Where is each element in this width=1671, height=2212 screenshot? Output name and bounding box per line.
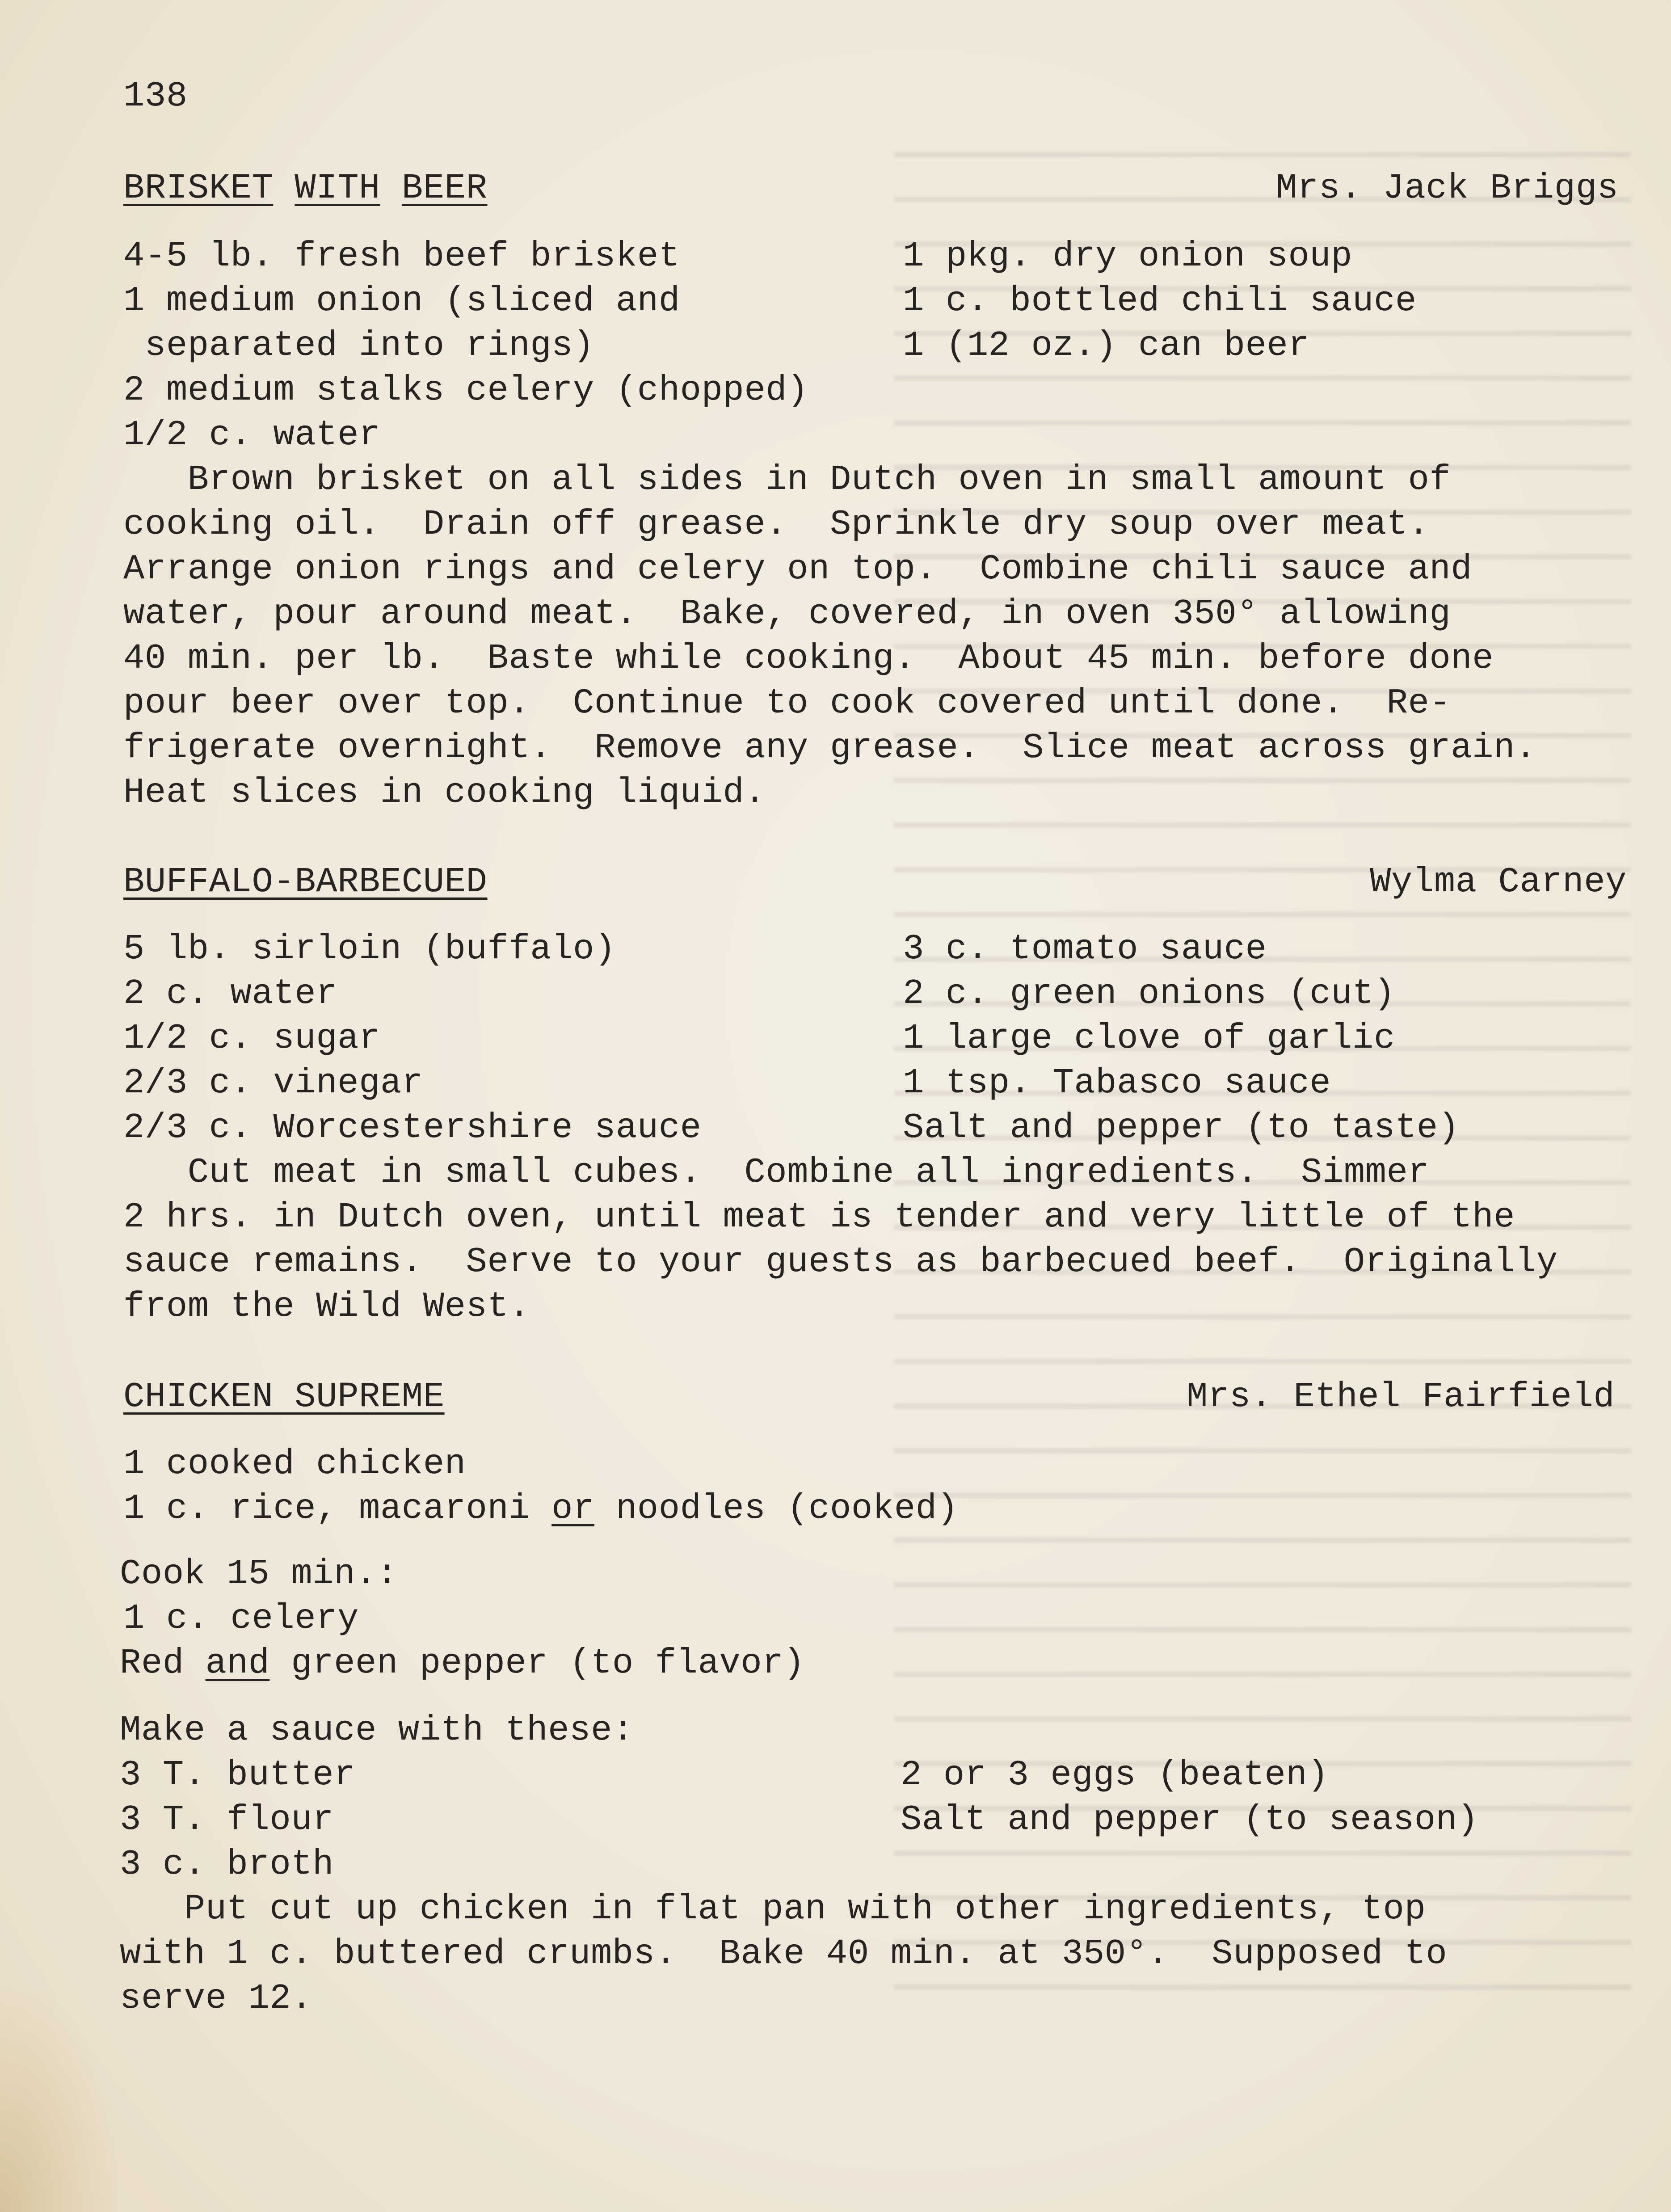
ingredient-line: 2/3 c. Worcestershire sauce: [123, 1108, 702, 1148]
ingredient-line: 2 medium stalks celery (chopped): [123, 370, 809, 410]
ingredient-line: 5 lb. sirloin (buffalo): [123, 929, 616, 969]
direction-line: 2 hrs. in Dutch oven, until meat is tender and very little of the: [123, 1197, 1515, 1237]
ingredient-line: 4-5 lb. fresh beef brisket: [123, 236, 680, 276]
title-text: BUFFALO-BARBECUED: [123, 862, 488, 902]
direction-line: frigerate overnight. Remove any grease. Slice meat across grain.: [123, 728, 1536, 768]
ingredient-line: 3 T. flour: [120, 1799, 334, 1840]
direction-line: sauce remains. Serve to your guests as barbecued beef. Originally: [123, 1242, 1558, 1282]
ingredient-line: 3 T. butter: [120, 1755, 355, 1795]
ingredient-line: 2 or 3 eggs (beaten): [901, 1755, 1329, 1795]
direction-line: serve 12.: [120, 1978, 313, 2018]
ingredient-line: 1/2 c. sugar: [123, 1018, 380, 1058]
ingredient-line: 1 tsp. Tabasco sauce: [903, 1063, 1331, 1103]
direction-line: Cut meat in small cubes. Combine all ingredients. Simmer: [123, 1152, 1430, 1192]
page-number: 138: [123, 76, 188, 116]
ingredient-line: Salt and pepper (to taste): [903, 1108, 1460, 1148]
ingredient-line: 1 c. celery: [123, 1598, 359, 1639]
ingredient-line: 3 c. broth: [120, 1844, 334, 1884]
recipe-title-chicken: [123, 1377, 445, 1417]
recipe-author: Mrs. Jack Briggs: [1276, 168, 1619, 208]
direction-line: Heat slices in cooking liquid.: [123, 772, 766, 813]
ingredient-line: 1/2 c. water: [123, 415, 380, 455]
ingredient-line-pepper: [120, 1643, 805, 1683]
emphasis-word: or: [551, 1488, 594, 1529]
sauce-label: Make a sauce with these:: [120, 1710, 634, 1750]
recipe-title-buffalo: [123, 862, 487, 902]
title-text: CHICKEN SUPREME: [123, 1377, 445, 1417]
direction-line: Arrange onion rings and celery on top. Combine chili sauce and: [123, 549, 1473, 589]
direction-line: cooking oil. Drain off grease. Sprinkle dry soup over meat.: [123, 504, 1430, 544]
text-segment: noodles (cooked): [594, 1488, 959, 1529]
ingredient-line: 3 c. tomato sauce: [903, 929, 1267, 969]
ingredient-line: 1 pkg. dry onion soup: [903, 236, 1353, 276]
ingredient-line: separated into rings): [123, 325, 594, 366]
emphasis-word: and: [205, 1643, 270, 1683]
recipe-author: Mrs. Ethel Fairfield: [1187, 1377, 1615, 1417]
title-word: WITH: [295, 168, 380, 208]
direction-line: water, pour around meat. Bake, covered, in oven 350° allowing: [123, 594, 1451, 634]
ingredient-line: 2 c. water: [123, 973, 338, 1014]
ingredient-line: 1 medium onion (sliced and: [123, 281, 680, 321]
ingredient-line: 1 cooked chicken: [123, 1444, 466, 1484]
direction-line: with 1 c. buttered crumbs. Bake 40 min. at 350°. Supposed to: [120, 1934, 1448, 1974]
direction-line: Put cut up chicken in flat pan with other ingredients, top: [120, 1889, 1426, 1929]
ingredient-line-rice: [123, 1488, 958, 1529]
text-segment: 1 c. rice, macaroni: [123, 1488, 552, 1529]
text-segment: Red: [120, 1643, 206, 1683]
direction-line: 40 min. per lb. Baste while cooking. About 45 min. before done: [123, 638, 1494, 678]
direction-line: Brown brisket on all sides in Dutch oven in small amount of: [123, 459, 1451, 500]
title-word: BEER: [401, 168, 488, 208]
ingredient-line: 1 (12 oz.) can beer: [903, 325, 1310, 366]
recipe-author: Wylma Carney: [1370, 862, 1627, 902]
direction-line: pour beer over top. Continue to cook covered until done. Re-: [123, 683, 1451, 723]
ingredient-line: 1 c. bottled chili sauce: [903, 281, 1417, 321]
direction-line: from the Wild West.: [123, 1286, 530, 1327]
cook-label: Cook 15 min.:: [120, 1554, 398, 1594]
ingredient-line: 2 c. green onions (cut): [903, 973, 1395, 1014]
recipe-title-brisket: [123, 168, 487, 208]
title-word: BRISKET: [123, 168, 274, 208]
ingredient-line: 2/3 c. vinegar: [123, 1063, 423, 1103]
text-segment: green pepper (to flavor): [269, 1643, 805, 1683]
ingredient-line: 1 large clove of garlic: [903, 1018, 1395, 1058]
ingredient-line: Salt and pepper (to season): [901, 1799, 1479, 1840]
page-stain: [0, 1989, 116, 2212]
